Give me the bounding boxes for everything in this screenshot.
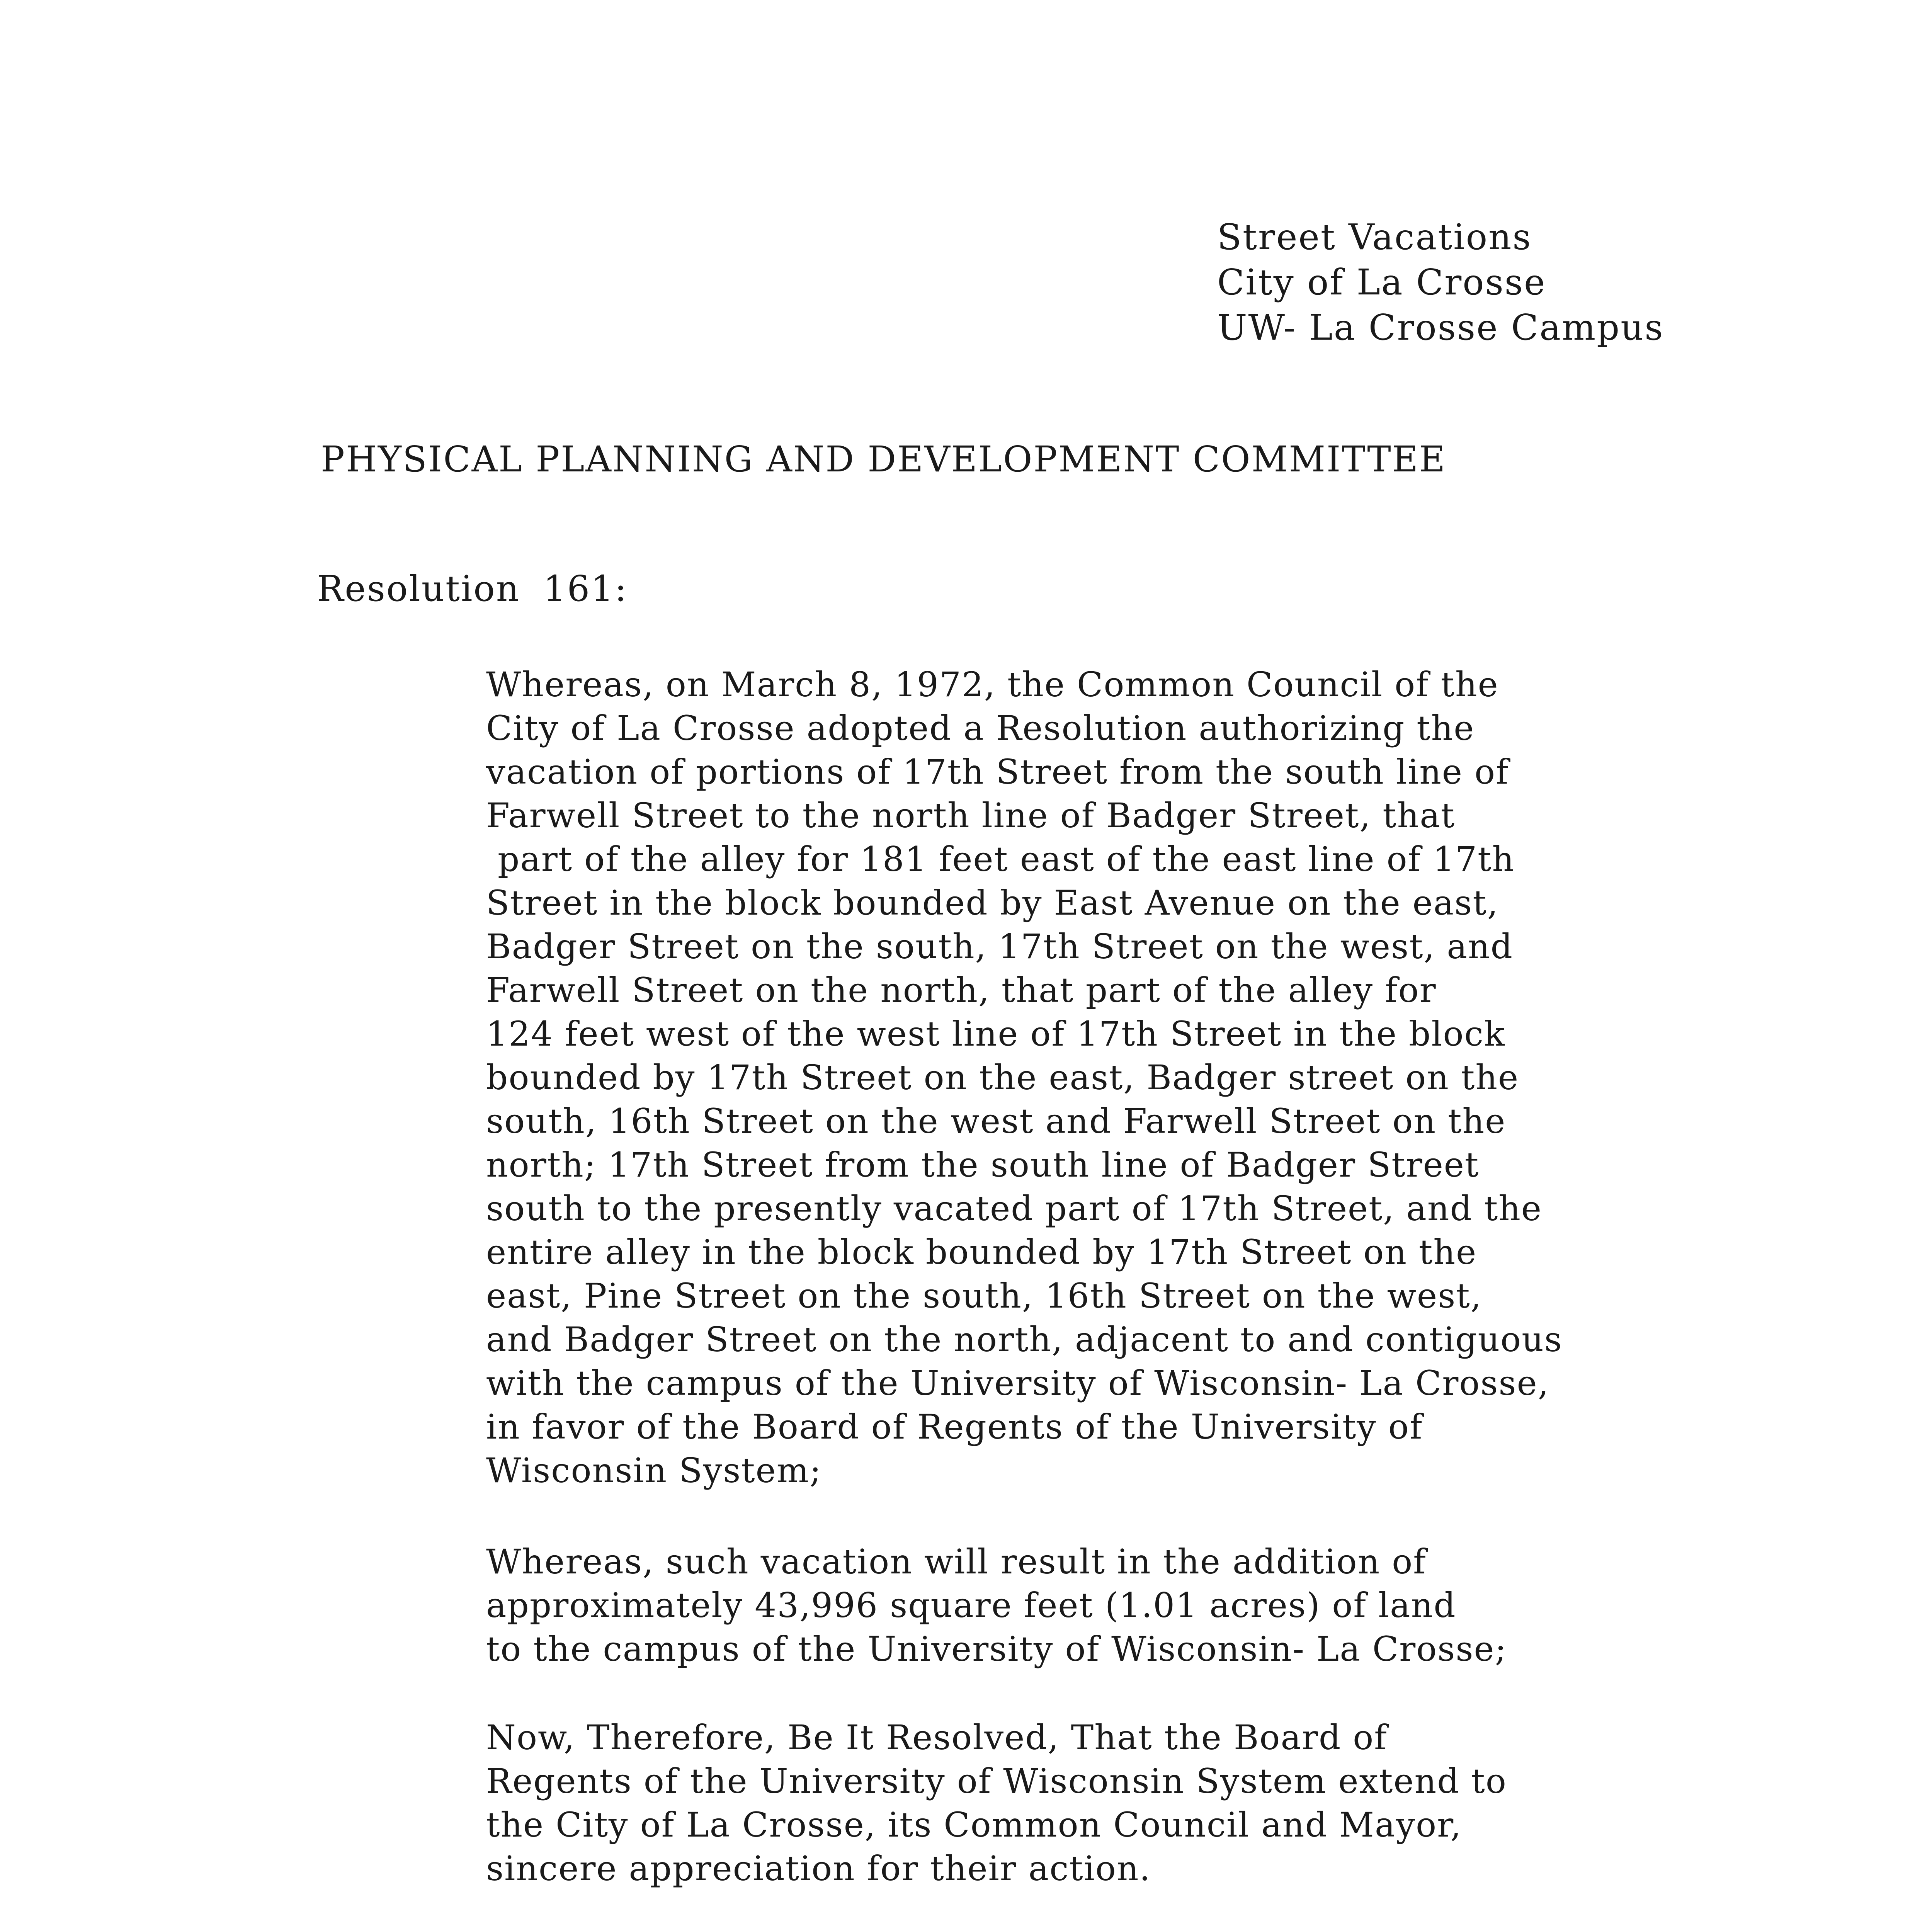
- text-line: to the campus of the University of Wisconsin- La Crosse;: [486, 1629, 1507, 1669]
- text-line: Farwell Street on the north, that part of the alley for: [486, 970, 1437, 1010]
- resolution-num: 161:: [543, 568, 628, 609]
- text-line: bounded by 17th Street on the east, Badger street on the: [486, 1058, 1519, 1097]
- text-line: Badger Street on the south, 17th Street on the west, and: [486, 927, 1513, 966]
- topic-line: Street Vacations: [1217, 216, 1532, 258]
- text-line: and Badger Street on the north, adjacent to and contiguous: [486, 1320, 1563, 1359]
- text-line: vacation of portions of 17th Street from the south line of: [486, 752, 1509, 792]
- resolved-paragraph: [486, 1716, 1645, 1890]
- text-line: Now, Therefore, Be It Resolved, That the Board of: [486, 1718, 1388, 1757]
- text-line: Wisconsin System;: [486, 1451, 822, 1490]
- topic-line: City of La Crosse: [1217, 262, 1546, 303]
- text-line: entire alley in the block bounded by 17th Street on the: [486, 1232, 1477, 1272]
- text-line: approximately 43,996 square feet (1.01 acres) of land: [486, 1585, 1456, 1625]
- text-line: the City of La Crosse, its Common Council and Mayor,: [486, 1805, 1462, 1845]
- text-line: Whereas, on March 8, 1972, the Common Council of the: [486, 665, 1499, 704]
- document-topic: [1217, 214, 1664, 350]
- text-line: with the campus of the University of Wisconsin- La Crosse,: [486, 1363, 1549, 1403]
- text-line: east, Pine Street on the south, 16th Street on the west,: [486, 1276, 1482, 1316]
- text-line: south, 16th Street on the west and Farwell Street on the: [486, 1101, 1506, 1141]
- text-line: 124 feet west of the west line of 17th Street in the block: [486, 1014, 1506, 1054]
- whereas-paragraph-2: [486, 1540, 1645, 1671]
- committee-heading: PHYSICAL PLANNING AND DEVELOPMENT COMMITTEE: [321, 439, 1447, 480]
- text-line: in favor of the Board of Regents of the University of: [486, 1407, 1423, 1447]
- text-line: north; 17th Street from the south line of Badger Street: [486, 1145, 1480, 1185]
- text-line: City of La Crosse adopted a Resolution authorizing the: [486, 708, 1475, 748]
- resolution-number: [317, 568, 628, 609]
- text-line: Street in the block bounded by East Avenue on the east,: [486, 883, 1499, 923]
- topic-line: UW- La Crosse Campus: [1217, 307, 1664, 348]
- text-line: Regents of the University of Wisconsin System extend to: [486, 1761, 1507, 1801]
- text-line: Whereas, such vacation will result in the addition of: [486, 1542, 1427, 1582]
- whereas-paragraph-1: [486, 663, 1645, 1492]
- text-line: sincere appreciation for their action.: [486, 1849, 1151, 1888]
- text-line: south to the presently vacated part of 17th Street, and the: [486, 1189, 1542, 1228]
- resolution-label: Resolution: [317, 568, 520, 609]
- text-line: Farwell Street to the north line of Badger Street, that: [486, 796, 1456, 835]
- text-line: part of the alley for 181 feet east of the east line of 17th: [486, 839, 1515, 879]
